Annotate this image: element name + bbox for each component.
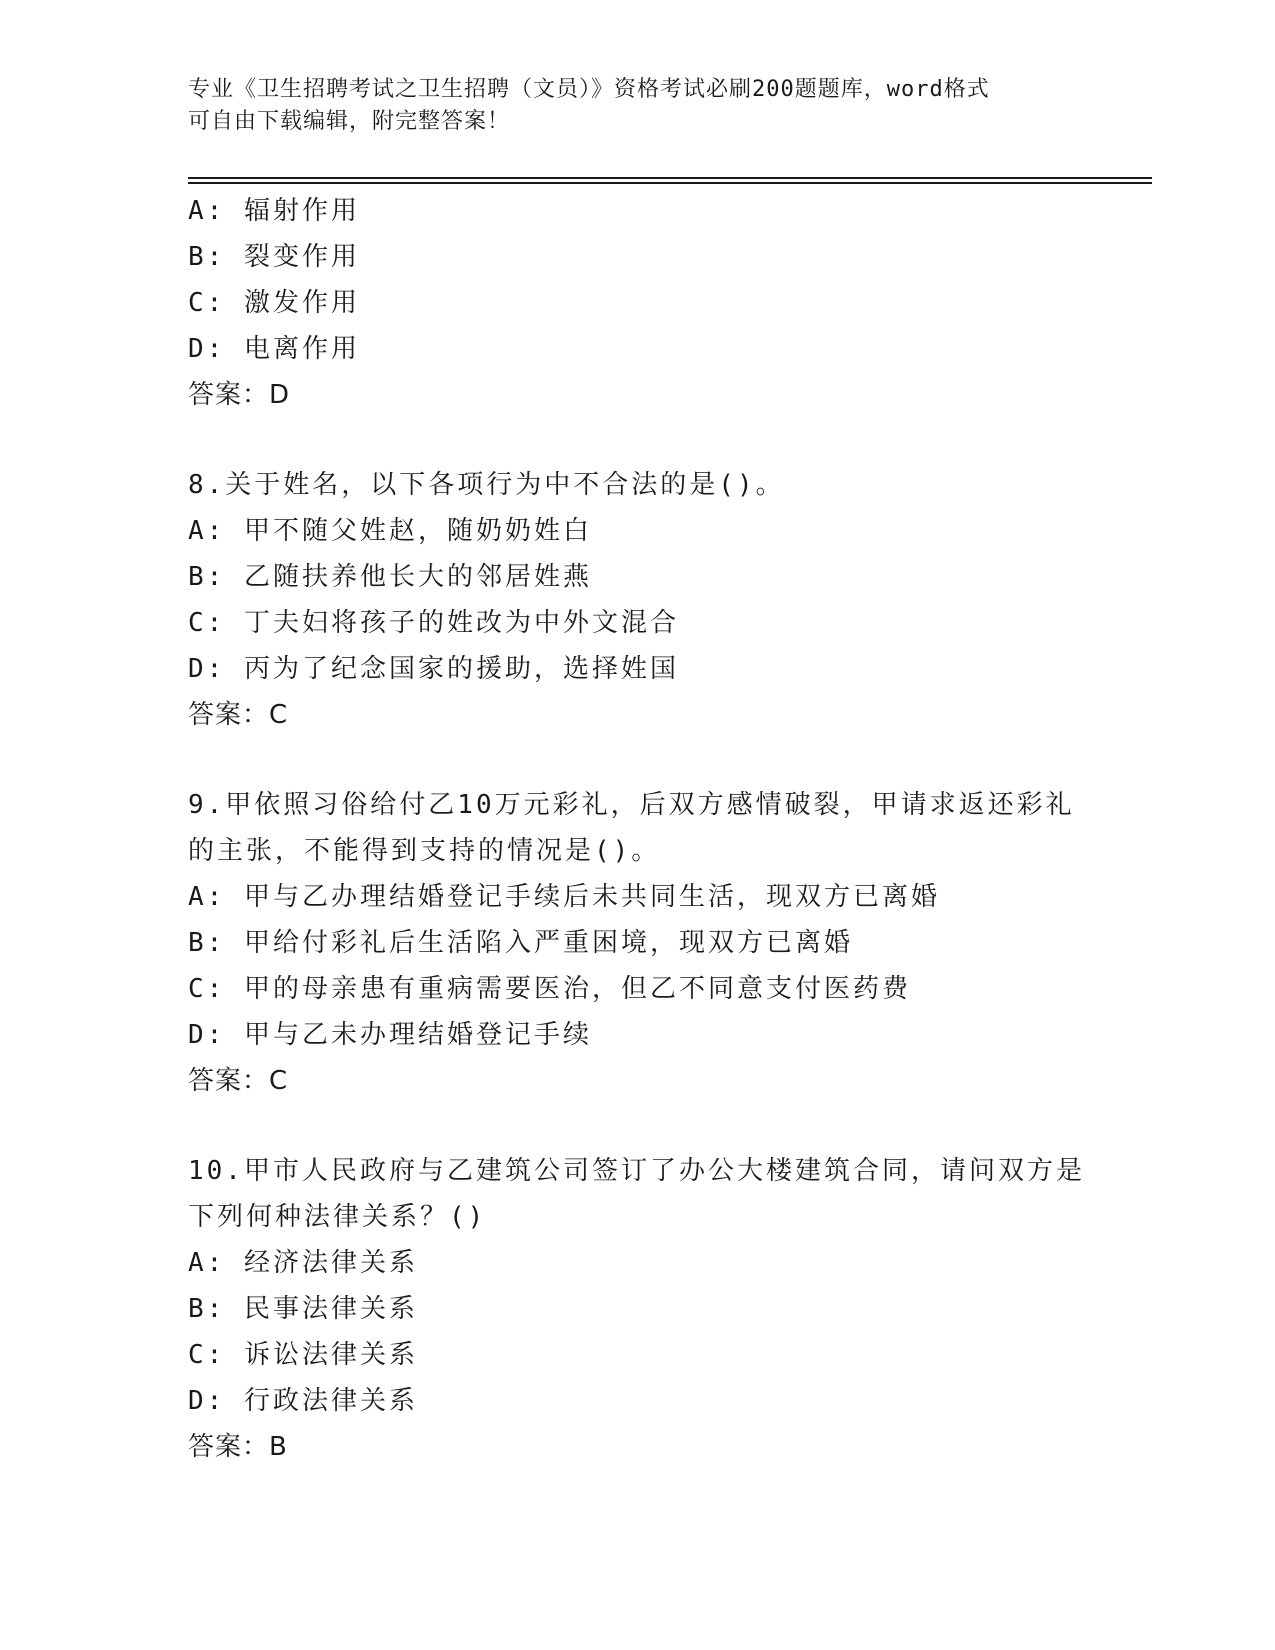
option-c: C: 激发作用 <box>188 288 360 318</box>
option-c: C: 甲的母亲患有重病需要医治，但乙不同意支付医药费 <box>188 974 911 1004</box>
option-a: A: 辐射作用 <box>188 196 360 226</box>
option-c: C: 丁夫妇将孩子的姓改为中外文混合 <box>188 608 679 638</box>
question-8 <box>188 462 1088 738</box>
option-c: C: 诉讼法律关系 <box>188 1340 418 1370</box>
option-d: D: 甲与乙未办理结婚登记手续 <box>188 1020 592 1050</box>
answer-line: 答案：B <box>188 1432 288 1462</box>
header-line-2: 可自由下载编辑，附完整答案！ <box>188 109 511 134</box>
question-9 <box>188 782 1088 1104</box>
option-b: B: 裂变作用 <box>188 242 360 272</box>
header-divider-top <box>188 177 1152 179</box>
option-b: B: 甲给付彩礼后生活陷入严重困境，现双方已离婚 <box>188 928 853 958</box>
option-d: D: 丙为了纪念国家的援助，选择姓国 <box>188 654 679 684</box>
option-d: D: 行政法律关系 <box>188 1386 418 1416</box>
answer-line: 答案：C <box>188 700 289 730</box>
document-header <box>188 74 1068 138</box>
question-10 <box>188 1148 1088 1470</box>
question-stem: 下列何种法律关系？() <box>188 1202 487 1232</box>
answer-line: 答案：C <box>188 1066 289 1096</box>
previous-question-tail <box>188 188 1088 418</box>
option-a: A: 甲不随父姓赵，随奶奶姓白 <box>188 516 592 546</box>
question-list <box>188 188 1088 1470</box>
answer-line: 答案：D <box>188 380 291 410</box>
question-stem: 8.关于姓名，以下各项行为中不合法的是()。 <box>188 470 785 500</box>
question-stem: 的主张，不能得到支持的情况是()。 <box>188 836 661 866</box>
question-stem: 10.甲市人民政府与乙建筑公司签订了办公大楼建筑合同，请问双方是 <box>188 1156 1085 1186</box>
option-b: B: 民事法律关系 <box>188 1294 418 1324</box>
option-a: A: 甲与乙办理结婚登记手续后未共同生活，现双方已离婚 <box>188 882 940 912</box>
question-stem: 9.甲依照习俗给付乙10万元彩礼，后双方感情破裂，甲请求返还彩礼 <box>188 790 1075 820</box>
header-divider-bottom <box>188 182 1152 184</box>
option-a: A: 经济法律关系 <box>188 1248 418 1278</box>
option-d: D: 电离作用 <box>188 334 360 364</box>
header-line-1: 专业《卫生招聘考试之卫生招聘（文员）》资格考试必刷200题题库，word格式 <box>188 77 990 102</box>
option-b: B: 乙随扶养他长大的邻居姓燕 <box>188 562 592 592</box>
